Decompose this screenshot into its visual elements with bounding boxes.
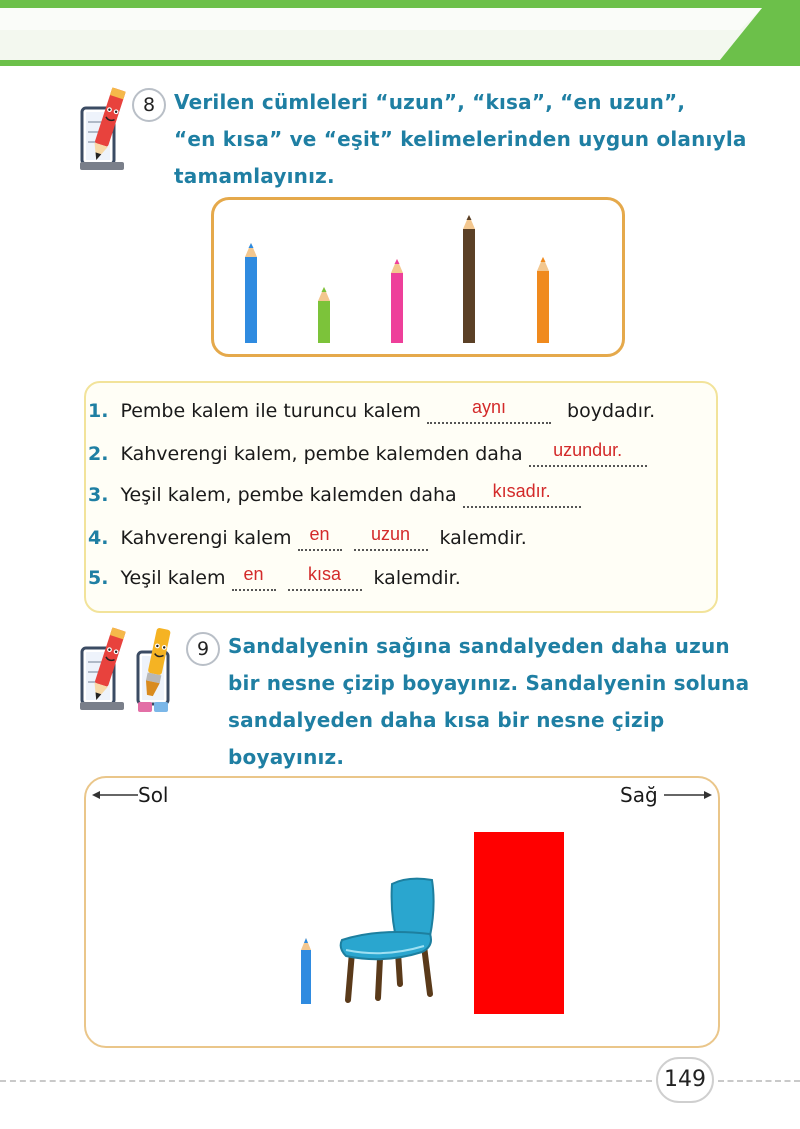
sentence-3 bbox=[88, 481, 587, 514]
question-9-line-3: sandalyeden daha kısa bir nesne çizip bbox=[228, 708, 665, 732]
tall-object-rectangle bbox=[474, 832, 564, 1014]
sentence-4-answer-2: uzun bbox=[370, 524, 411, 544]
sentence-5-blank-2[interactable] bbox=[288, 564, 362, 591]
pencil-3 bbox=[391, 259, 403, 343]
sentence-1 bbox=[88, 397, 656, 430]
question-8-line-1: Verilen cümleleri “uzun”, “kısa”, “en uzun”, bbox=[174, 90, 686, 114]
sentence-2-number: 2. bbox=[88, 443, 109, 465]
question-8-line-3: tamamlayınız. bbox=[174, 164, 335, 188]
question-9-line-4: boyayınız. bbox=[228, 745, 345, 769]
paintbrush-icon bbox=[132, 622, 180, 714]
right-arrow-icon bbox=[662, 788, 712, 802]
right-label: Sağ bbox=[620, 783, 658, 807]
sentence-1-number: 1. bbox=[88, 400, 109, 422]
sentence-4 bbox=[88, 524, 527, 557]
sentence-5-after: kalemdir. bbox=[373, 567, 461, 589]
sentence-5-answer-2: kısa bbox=[308, 564, 342, 584]
sentence-4-answer-1: en bbox=[309, 524, 330, 544]
sentence-4-number: 4. bbox=[88, 527, 109, 549]
question-9-number: 9 bbox=[186, 632, 220, 666]
question-9-line-1: Sandalyenin sağına sandalyeden daha uzun bbox=[228, 634, 730, 658]
sentence-2 bbox=[88, 440, 653, 473]
sentence-3-number: 3. bbox=[88, 484, 109, 506]
question-9-line-2: bir nesne çizip boyayınız. Sandalyenin soluna bbox=[228, 671, 750, 695]
sentence-2-before: Kahverengi kalem, pembe kalemden daha bbox=[120, 443, 523, 465]
pencil-4 bbox=[463, 215, 475, 343]
sentence-1-blank[interactable] bbox=[427, 397, 551, 424]
sentence-3-answer: kısadır. bbox=[492, 481, 551, 501]
sentence-4-blank-2[interactable] bbox=[354, 524, 428, 551]
sentence-1-answer: aynı bbox=[472, 397, 507, 417]
footer-line-right bbox=[718, 1080, 800, 1082]
top-banner bbox=[0, 0, 800, 70]
left-arrow-icon bbox=[92, 788, 140, 802]
short-object-pencil bbox=[298, 938, 314, 1006]
footer-line-left bbox=[0, 1080, 652, 1082]
sentence-5-blank-1[interactable] bbox=[232, 564, 276, 591]
sentence-5-number: 5. bbox=[88, 567, 109, 589]
question-8-instructions bbox=[174, 84, 747, 195]
question-8-number: 8 bbox=[132, 88, 166, 122]
left-label: Sol bbox=[138, 783, 169, 807]
page-number: 149 bbox=[656, 1057, 714, 1103]
sentence-3-blank[interactable] bbox=[463, 481, 581, 508]
question-9-instructions bbox=[228, 628, 749, 776]
pencil-2 bbox=[318, 287, 330, 343]
pencil-5 bbox=[537, 257, 549, 343]
sentence-1-after: boydadır. bbox=[567, 400, 656, 422]
sentence-5 bbox=[88, 564, 461, 597]
pencil-1 bbox=[245, 243, 257, 343]
sentence-4-after: kalemdir. bbox=[439, 527, 527, 549]
question-8-line-2: “en kısa” ve “eşit” kelimelerinden uygun olanıyla bbox=[174, 127, 747, 151]
sentence-2-answer: uzundur. bbox=[553, 440, 623, 460]
chair-illustration bbox=[338, 876, 440, 1008]
sentence-1-before: Pembe kalem ile turuncu kalem bbox=[120, 400, 422, 422]
sentence-4-before: Kahverengi kalem bbox=[120, 527, 292, 549]
sentence-5-answer-1: en bbox=[243, 564, 264, 584]
sentence-3-before: Yeşil kalem, pembe kalemden daha bbox=[120, 484, 457, 506]
pencil-notepad-icon bbox=[78, 82, 130, 174]
sentence-4-blank-1[interactable] bbox=[298, 524, 342, 551]
pencil-notepad-icon bbox=[78, 622, 130, 714]
pencils-illustration bbox=[211, 197, 625, 357]
sentence-5-before: Yeşil kalem bbox=[120, 567, 226, 589]
sentence-2-blank[interactable] bbox=[529, 440, 647, 467]
